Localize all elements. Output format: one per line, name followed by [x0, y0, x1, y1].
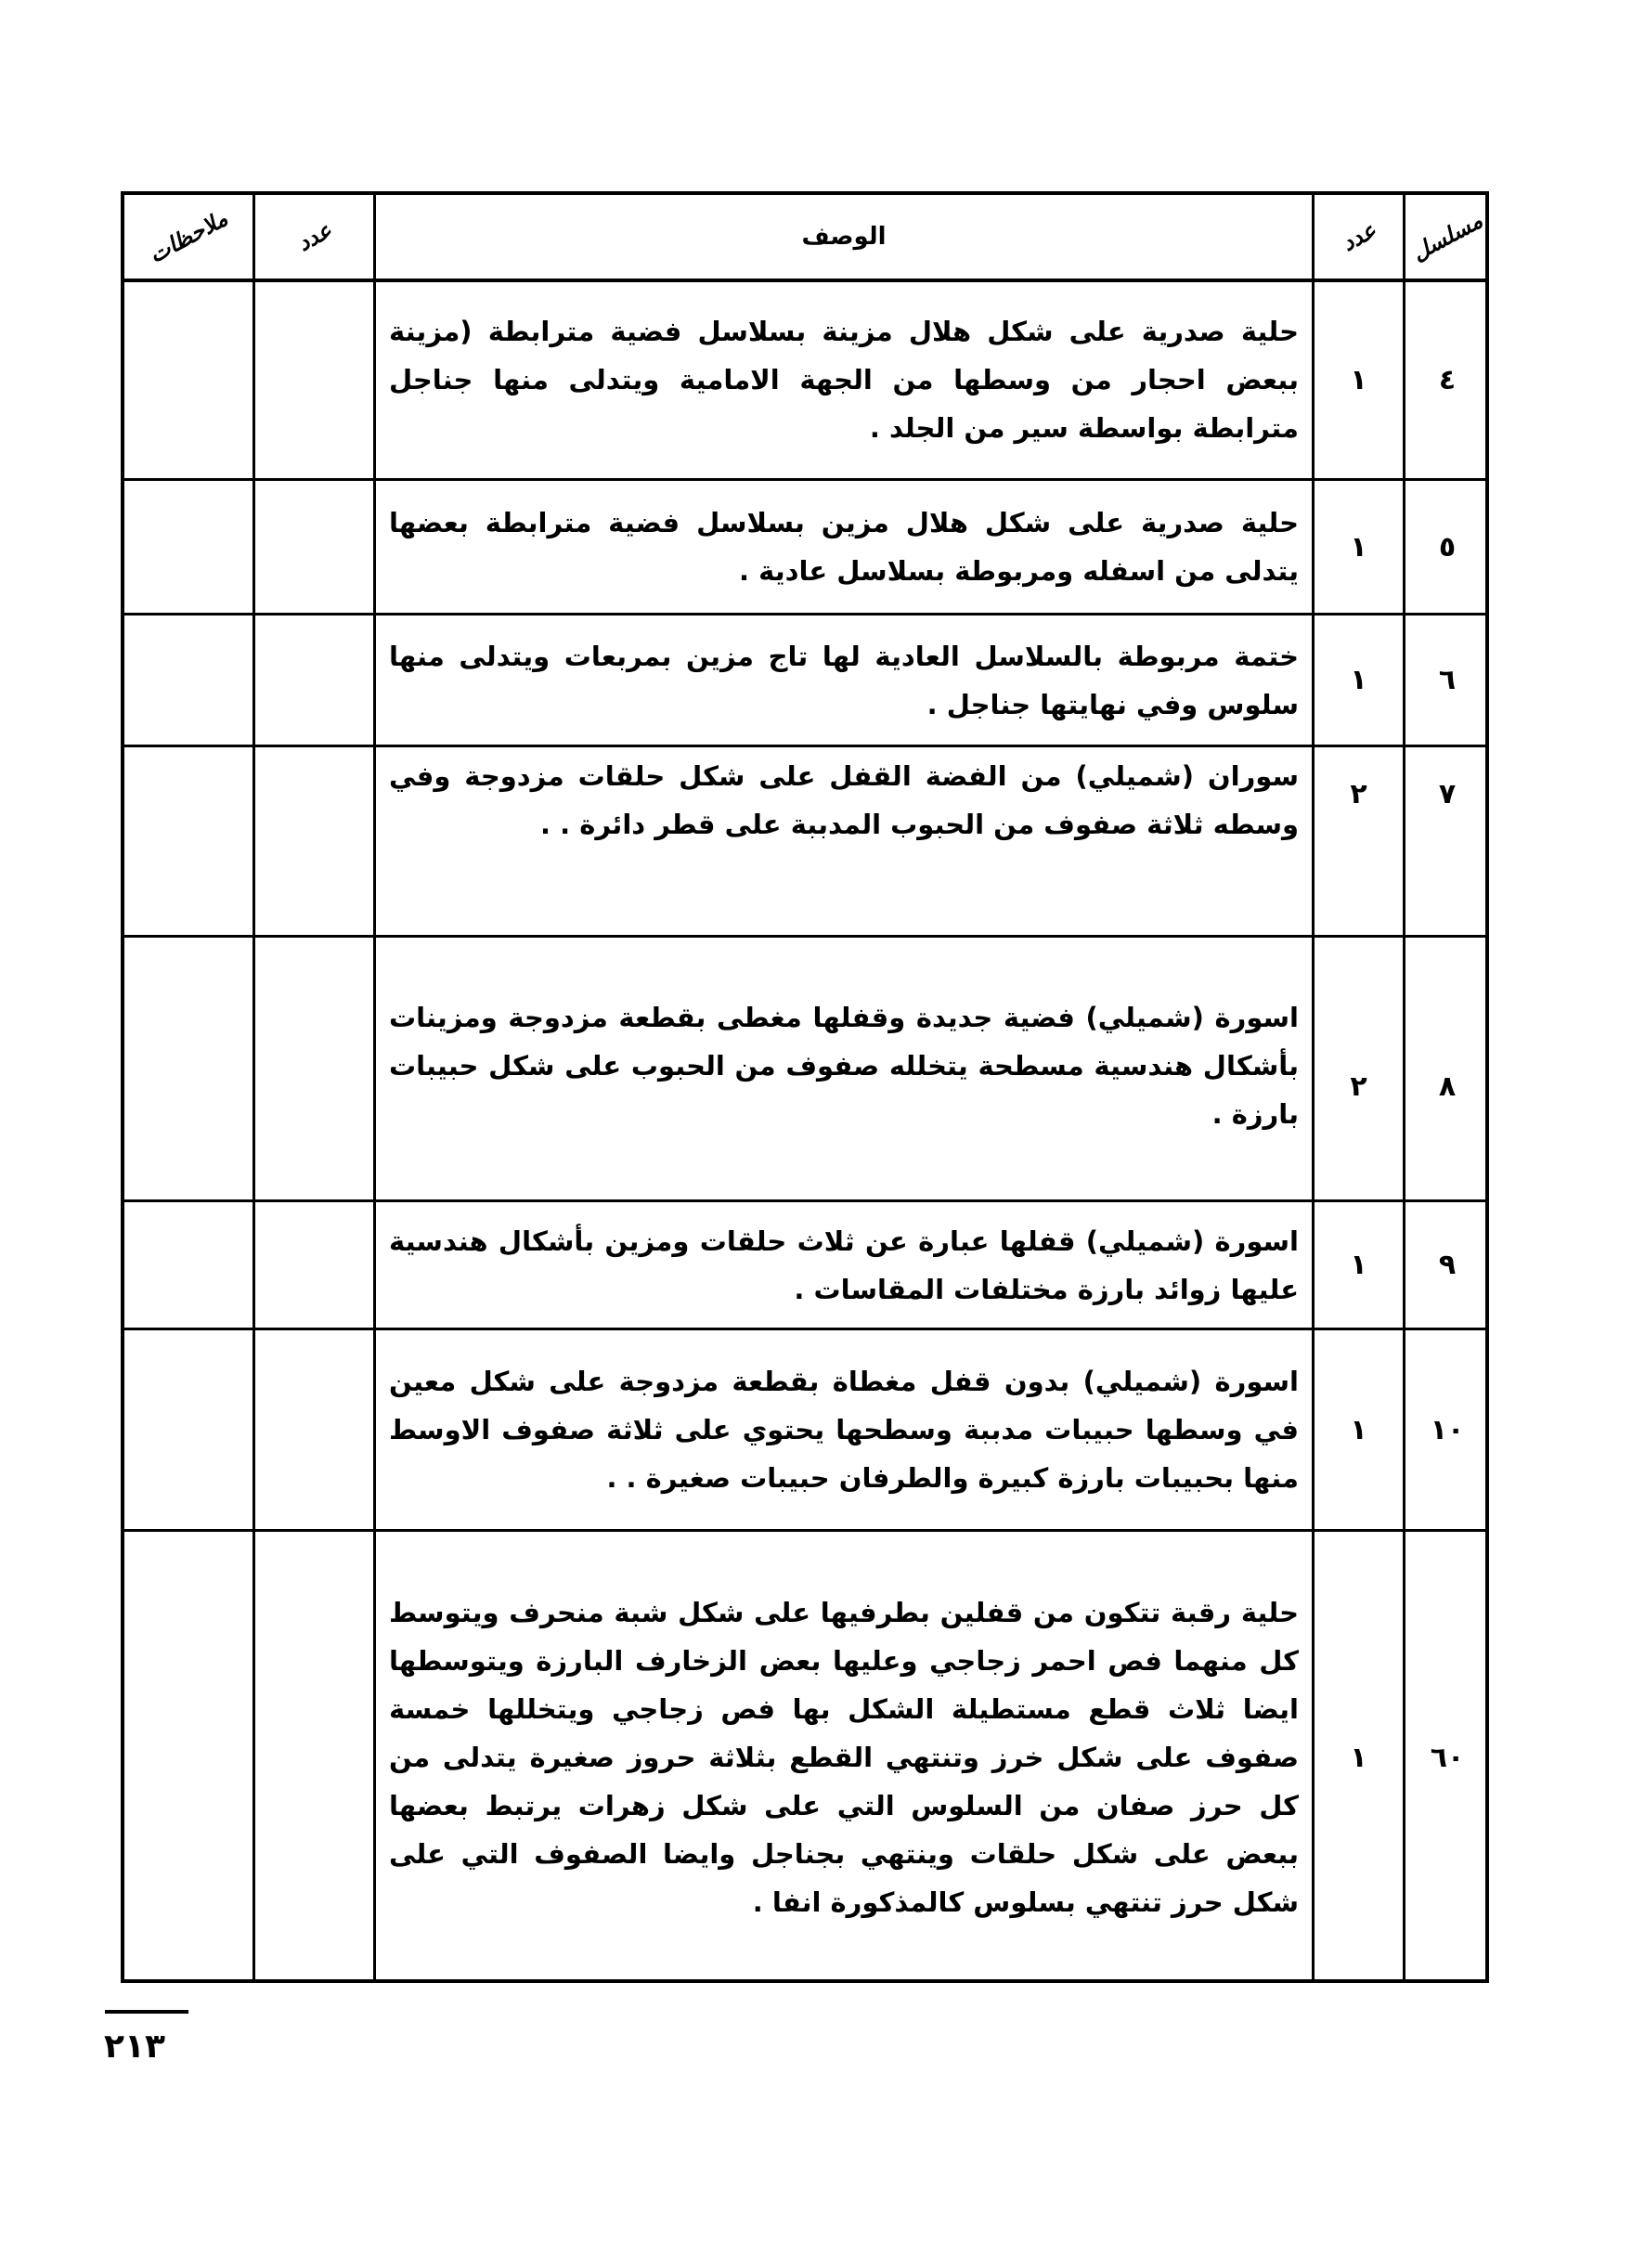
row-count: ١	[1350, 363, 1367, 396]
header-count-label: عدد	[1337, 216, 1380, 257]
footer-rule	[105, 2010, 188, 2014]
page-number: ٢١٣	[104, 2028, 165, 2066]
row-serial: ٤	[1438, 363, 1457, 396]
row-serial: ٩	[1438, 1249, 1457, 1281]
row-notes	[124, 1202, 253, 1328]
row-description-text: اسورة (شميلي) فضية جديدة وقفلها مغطى بقطعة مزدوجة ومزينات بأشكال هندسية مسطحة يتخلله صفوف من الحبوب على شكل حبيبات بارزة .	[389, 1002, 1299, 1130]
row-description	[376, 1330, 1312, 1529]
row-notes	[124, 1532, 253, 1983]
row-serial: ٨	[1438, 1069, 1457, 1103]
row-description	[376, 752, 1312, 854]
row-count-left	[255, 747, 373, 935]
row-description	[376, 993, 1312, 1188]
row-description-text: اسورة (شميلي) قفلها عبارة عن ثلاث حلقات ومزين بأشكال هندسية عليها زوائد بارزة مختلفات المقاسات .	[389, 1225, 1299, 1305]
row-notes	[124, 938, 253, 1199]
row-notes	[124, 281, 253, 478]
row-count-left	[255, 481, 373, 613]
header-count-label: عدد	[292, 216, 336, 257]
row-serial: ١٠	[1430, 1413, 1465, 1446]
row-count-left	[255, 1330, 373, 1529]
row-notes	[124, 747, 253, 935]
row-count: ٢	[1350, 777, 1367, 810]
header-count-left	[255, 195, 373, 279]
row-description	[376, 616, 1312, 745]
row-count: ١	[1350, 530, 1367, 564]
row-count-left	[255, 938, 373, 1199]
header-serial-label: مسلسل	[1407, 207, 1487, 266]
row-description	[376, 481, 1312, 613]
row-description-text: ختمة مربوطة بالسلاسل العادية لها تاج مزين بمربعات ويتدلى منها سلوس وفي نهايتها جناجل .	[389, 640, 1299, 720]
row-description-text: حلية رقبة تتكون من قفلين بطرفيها على شكل شبة منحرف ويتوسط كل منهما فص احمر زجاجي وعليها بعض الزخارف البارزة ويتوسطها ايضا ثلاث قطع مستطيلة الشكل بها فص زجاجي ويتخللها خمسة صفوف على شكل خرز وتنتهي القطع بثلاثة حروز صغيرة يتدلى من كل حرز صفان من السلوس التي على شكل زهرات يرتبط بعضها ببعض على شكل حلقات وينتهي بجناجل وايضا الصفوف التي على شكل حرز تنتهي بسلوس كالمذكورة انفا .	[389, 1597, 1299, 1918]
row-count-left	[255, 1202, 373, 1328]
row-count: ١	[1350, 664, 1367, 696]
row-serial: ٦	[1438, 664, 1457, 696]
header-notes	[124, 195, 253, 279]
row-description	[376, 1202, 1312, 1328]
header-notes-label: ملاحظات	[144, 205, 233, 268]
row-description-text: حلية صدرية على شكل هلال مزين بسلاسل فضية مترابطة بعضها يتدلى من اسفله ومربوطة بسلاسل عادية .	[389, 507, 1299, 587]
header-description-label: الوصف	[801, 223, 887, 251]
row-description	[376, 1532, 1312, 1983]
row-description	[376, 281, 1312, 478]
row-description-text: حلية صدرية على شكل هلال مزينة بسلاسل فضية مترابطة (مزينة ببعض احجار من وسطها من الجهة الامامية ويتدلى منها جناجل مترابطة بواسطة سير من الجلد .	[389, 316, 1299, 444]
row-count: ١	[1350, 1741, 1367, 1774]
row-count-left	[255, 281, 373, 478]
header-serial	[1405, 195, 1489, 279]
row-notes	[124, 481, 253, 613]
row-count: ١	[1350, 1413, 1367, 1446]
row-serial: ٦٠	[1430, 1741, 1465, 1774]
row-count-left	[255, 1532, 373, 1983]
row-description-text: اسورة (شميلي) بدون قفل مغطاة بقطعة مزدوجة على شكل معين في وسطها حبيبات مدببة وسطحها يحتوي على ثلاثة صفوف الاوسط منها بحبيبات بارزة كبيرة والطرفان حبيبات صغيرة . .	[389, 1366, 1299, 1494]
header-description	[376, 195, 1312, 279]
row-count: ٢	[1350, 1069, 1367, 1103]
row-count-left	[255, 616, 373, 745]
row-serial: ٧	[1438, 777, 1457, 810]
row-notes	[124, 1330, 253, 1529]
row-notes	[124, 616, 253, 745]
row-count: ١	[1350, 1249, 1367, 1281]
header-count-right	[1315, 195, 1403, 279]
row-description-text: سوران (شميلي) من الفضة القفل على شكل حلقات مزدوجة وفي وسطه ثلاثة صفوف من الحبوب المدببة على قطر دائرة . .	[389, 760, 1299, 840]
inventory-table	[121, 191, 1489, 1983]
row-serial: ٥	[1438, 530, 1457, 564]
